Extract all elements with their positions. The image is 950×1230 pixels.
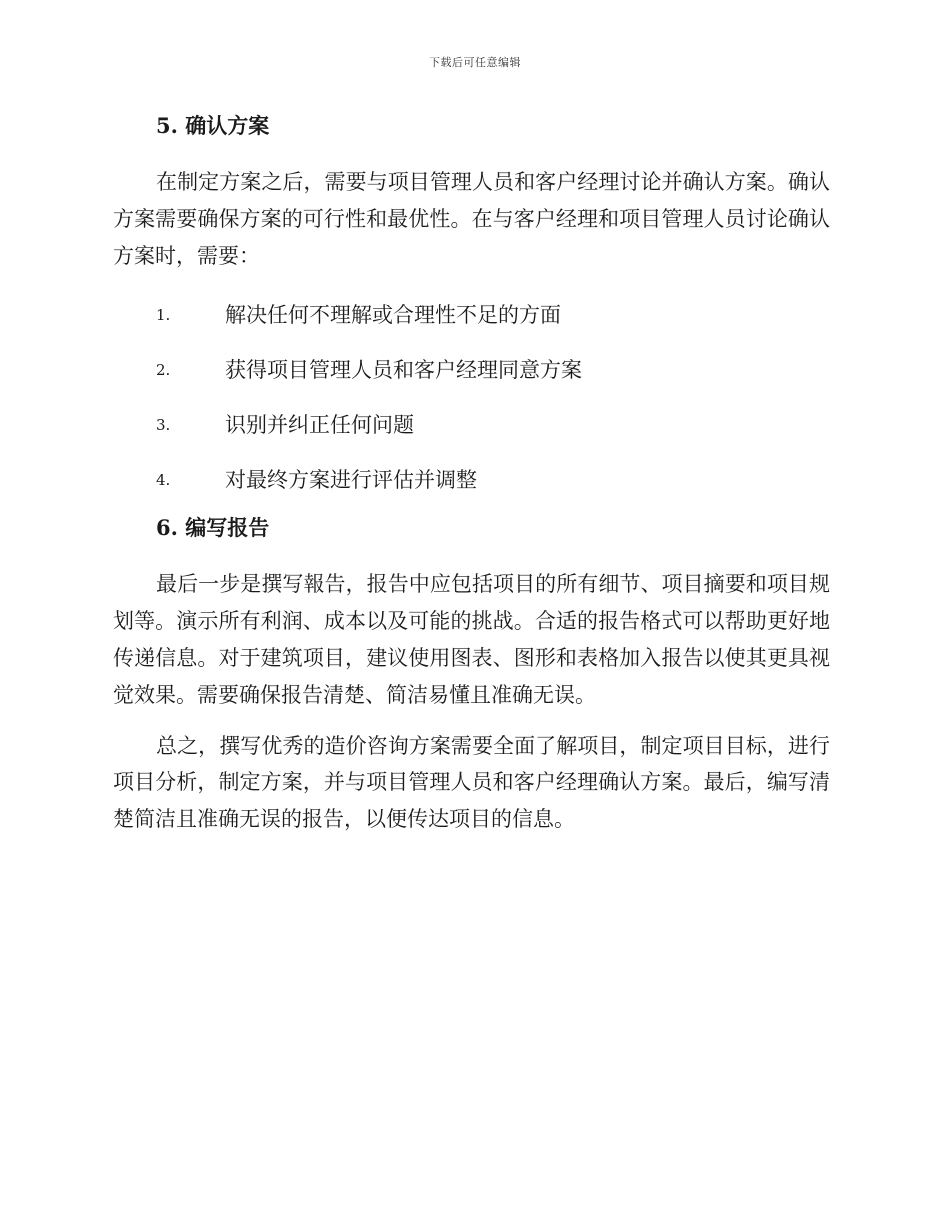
list-item-text: 识别并纠正任何问题 (225, 413, 414, 438)
list-item-number: 2. (156, 361, 171, 380)
section-5-paragraph: 在制定方案之后，需要与项目管理人员和客户经理讨论并确认方案。确认方案需要确保方案的可行性和最优性。在与客户经理和项目管理人员讨论确认方案时，需要： (113, 170, 830, 268)
section-5-heading: 5. 确认方案 (156, 113, 270, 138)
list-item (113, 398, 830, 453)
section-6-heading: 6. 编写报告 (156, 515, 270, 541)
document-content (113, 108, 830, 838)
list-item-text: 对最终方案进行评估并调整 (225, 468, 477, 493)
list-item (113, 453, 830, 508)
conclusion-paragraph: 总之，撰写优秀的造价咨询方案需要全面了解项目，制定项目目标，进行项目分析，制定方案，并与项目管理人员和客户经理确认方案。最后，编写清楚简洁且准确无误的报告，以便传达项目的信息。 (113, 733, 830, 832)
list-item-text: 获得项目管理人员和客户经理同意方案 (225, 358, 582, 383)
list-item-number: 4. (156, 471, 171, 490)
section-5-list (113, 288, 830, 508)
page-header-note: 下载后可任意编辑 (429, 56, 521, 69)
list-item-number: 3. (156, 416, 171, 435)
list-item-number: 1. (156, 306, 171, 325)
list-item (113, 343, 830, 398)
section-6-paragraph: 最后一步是撰写報告，报告中应包括项目的所有细节、项目摘要和项目规划等。演示所有利润、成本以及可能的挑战。合适的报告格式可以帮助更好地传递信息。对于建筑项目，建议使用图表、图形和表格加入报告以使其更具视觉效果。需要确保报告清楚、简洁易懂且准确无误。 (113, 572, 830, 707)
list-item (113, 288, 830, 343)
list-item-text: 解决任何不理解或合理性不足的方面 (225, 303, 561, 328)
